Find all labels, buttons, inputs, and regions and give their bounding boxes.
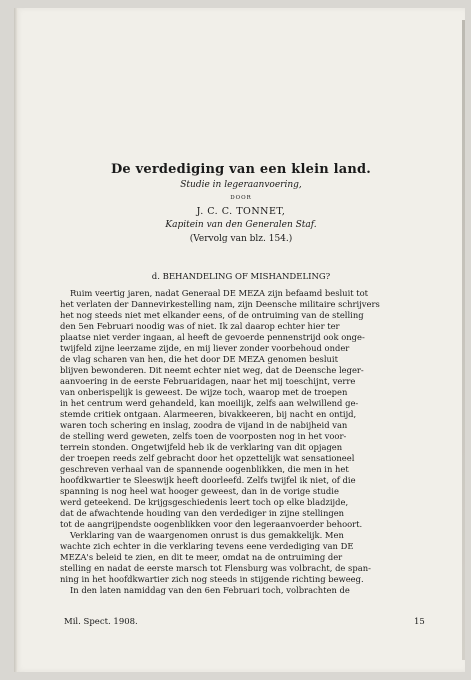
- page-edge-shadow: [462, 20, 465, 660]
- body-line: hoofdkwartier te Sleeswijk heeft doorleefd. Zelfs twijfel ik niet, of die: [60, 475, 356, 485]
- body-line: Ruim veertig jaren, nadat Generaal DE MEZA zijn befaamd besluit tot: [70, 288, 369, 298]
- body-line: dat de afwachtende houding van den verdediger in zijne stellingen: [60, 508, 345, 518]
- article-subtitle: Studie in legeraanvoering,: [180, 180, 302, 190]
- body-line: in het centrum werd gehandeld, kan moeilijk, zelfs aan welwillend ge-: [60, 398, 359, 408]
- body-line: ning in het hoofdkwartier zich nog steeds in stijgende richting beweeg.: [60, 574, 364, 584]
- body-line: wachte zich echter in die verklaring tevens eene verdediging van DE: [60, 541, 354, 551]
- section-heading: d. BEHANDELING OF MISHANDELING?: [151, 272, 331, 282]
- body-line: blijven bewonderen. Dit neemt echter niet weg, dat de Deensche leger-: [60, 365, 364, 375]
- author-name: J. C. C. TONNET,: [196, 206, 286, 217]
- body-line: aanvoering in de eerste Februaridagen, naar het mij toeschijnt, verre: [60, 376, 356, 386]
- body-line: Verklaring van de waargenomen onrust is dus gemakkelijk. Men: [70, 530, 344, 540]
- body-line: stelling en nadat de eerste marsch tot Flensburg was volbracht, de span-: [60, 563, 371, 573]
- body-line: den 5en Februari noodig was of niet. Ik zal daarop echter hier ter: [60, 321, 340, 331]
- byline-door: DOOR: [230, 195, 252, 201]
- body-line: werd geteekend. De krijgsgeschiedenis leert toch op elke bladzijde,: [60, 497, 349, 507]
- body-line: het verlaten der Dannevirkestelling nam, zijn Deensche militaire schrijvers: [60, 299, 380, 309]
- body-line: twijfeld zijne leerzame zijde, en mij liever zonder voorbehoud onder: [60, 343, 350, 353]
- body-line: tot de aangrijpendste oogenblikken voor den legeraanvoerder behoort.: [60, 519, 363, 529]
- body-line: terrein stonden. Ongetwijfeld heb ik de verklaring van dit opjagen: [60, 442, 343, 452]
- body-line: MEZA's beleid te zien, en dit te meer, omdat na de ontruiming der: [60, 552, 343, 562]
- article-title: De verdediging van een klein land.: [110, 162, 372, 177]
- body-line: de vlag scharen van hen, die het door DE MEZA genomen besluit: [60, 354, 338, 364]
- journal-footer: Mil. Spect. 1908.: [64, 617, 138, 627]
- binding-edge: [14, 8, 18, 672]
- body-line: waren toch schering en inslag, zoodra de vijand in de nabijheid van: [60, 420, 348, 430]
- body-line: de stelling werd geweten, zelfs toen de voorposten nog in het voor-: [60, 431, 347, 441]
- body-line: plaatse niet verder ingaan, al heeft de gevoerde pennenstrijd ook onge-: [60, 332, 365, 342]
- body-line: der troepen reeds zelf gebracht door het opzettelijk wat sensationeel: [60, 453, 355, 463]
- author-role: Kapitein van den Generalen Staf.: [165, 220, 317, 230]
- body-line: van onberispelijk is geweest. De wijze toch, waarop met de troepen: [60, 387, 348, 397]
- continued-note: (Vervolg van blz. 154.): [189, 234, 293, 244]
- body-line: het nog steeds niet met elkander eens, of de ontruiming van de stelling: [60, 310, 364, 320]
- body-line: geschreven verhaal van de spannende oogenblikken, die men in het: [60, 464, 349, 474]
- body-line: spanning is nog heel wat hooger geweest, dan in de vorige studie: [60, 486, 339, 496]
- body-line: In den laten namiddag van den 6en Februari toch, volbrachten de: [70, 585, 350, 595]
- body-line: stemde critiek ontgaan. Alarmeeren, bivakkeeren, bij nacht en ontijd,: [60, 409, 357, 419]
- page-number: 15: [414, 617, 425, 627]
